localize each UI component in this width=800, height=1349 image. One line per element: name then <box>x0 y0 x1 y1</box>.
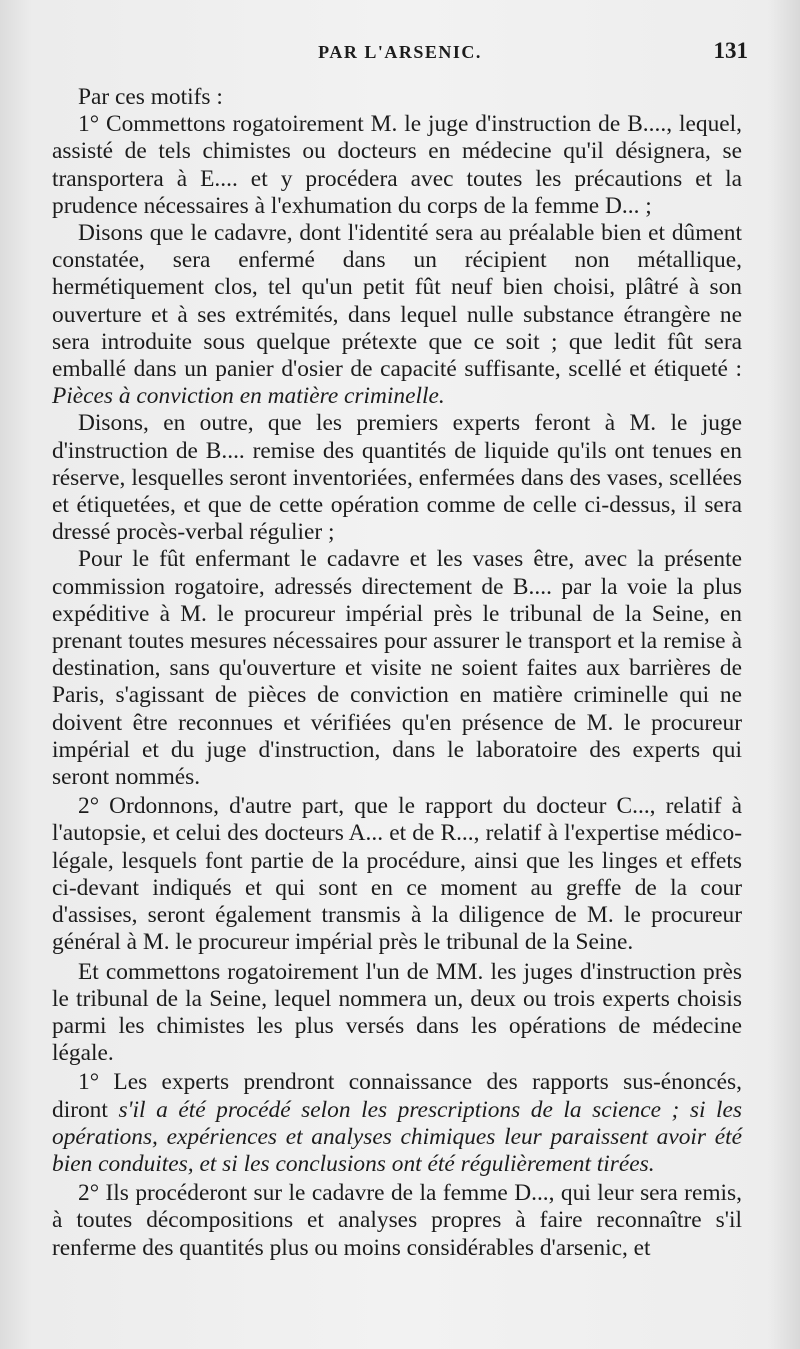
paragraph-cadavre-text: Disons que le cadavre, dont l'identité sera au préalable bien et dûment constatée, sera enfermé dans un récipient non métallique, hermétiquement clos, tel qu'un petit fût neuf bien choisi, plâtré à son ouverture et à ses extrémités, dans lequel nulle substance étrangère ne sera introduite sous quelque prétexte que ce soit ; que ledit fût sera emballé dans un panier d'osier de capacité suffisante, scellé et étiqueté : <box>52 220 742 383</box>
page-header <box>52 38 748 74</box>
paragraph-analyses-cadavre: 2° Ils procéderont sur le cadavre de la femme D..., qui leur sera remis, à toutes décompositions et analyses propres à faire reconnaître s'il renferme des quantités plus ou moins considérables d'arsenic, et <box>52 1180 742 1261</box>
running-title: PAR L'ARSENIC. <box>318 42 482 62</box>
paragraph-cadavre-scelle <box>52 220 742 410</box>
paragraph-experts-italic: s'il a été procédé selon les prescriptions de la science ; si les opérations, expériences et analyses chimiques leur paraissent avoir été bien conduites, et si les conclusions ont été régulièrement tirées. <box>52 1096 742 1177</box>
paragraph-motifs: Par ces motifs : <box>78 84 223 110</box>
paragraph-cadavre-italic: Pièces à conviction en matière criminelle. <box>52 383 445 410</box>
paragraph-liquides: Disons, en outre, que les premiers experts feront à M. le juge d'instruction de B.... remise des quantités de liquide qu'ils ont tenues en réserve, lesquelles seront inventoriées, enfermées dans des vases, scellées et étiquetées, et que de cette opération comme de celle ci-dessus, il sera dressé procès-verbal régulier ; <box>52 410 742 546</box>
paragraph-transport: Pour le fût enfermant le cadavre et les vases être, avec la présente commission rogatoire, adressés directement de B.... par la voie la plus expéditive à M. le procureur impérial près le tribunal de la Seine, en prenant toutes mesures nécessaires pour assurer le transport et la remise à destination, sans qu'ouverture et visite ne soient faites aux barrières de Paris, s'agissant de pièces de conviction en matière criminelle qui ne doivent être reconnues et vérifiées qu'en présence de M. le procureur impérial et du juge d'instruction, dans le laboratoire des experts qui seront nommés. <box>52 546 742 791</box>
paragraph-rapports: 2° Ordonnons, d'autre part, que le rapport du docteur C..., relatif à l'autopsie, et celui des docteurs A... et de R..., relatif à l'expertise médico-légale, lesquels font partie de la procédure, ainsi que les linges et effets ci-devant indiqués et qui sont en ce moment au greffe de la cour d'assises, seront également transmis à la diligence de M. le procureur général à M. le procureur impérial près le tribunal de la Seine. <box>52 793 742 956</box>
paragraph-commission-exhumation: 1° Commettons rogatoirement M. le juge d'instruction de B...., lequel, assisté de tels chimistes ou docteurs en médecine qu'il désignera, se transportera à E.... et y procédera avec toutes les précautions et la prudence nécessaires à l'exhumation du corps de la femme D... ; <box>52 111 742 219</box>
body-text <box>52 84 742 1262</box>
page-number: 131 <box>713 38 748 63</box>
paragraph-experts-text: 1° Les experts prendront connaissance des rapports sus-énoncés, diront <box>52 1069 742 1123</box>
paragraph-juges-instruction: Et commettons rogatoirement l'un de MM. les juges d'instruction près le tribunal de la Seine, lequel nommera un, deux ou trois experts choisis parmi les chimistes les plus versés dans les opérations de médecine légale. <box>52 958 742 1067</box>
paragraph-experts-rapports <box>52 1069 742 1178</box>
